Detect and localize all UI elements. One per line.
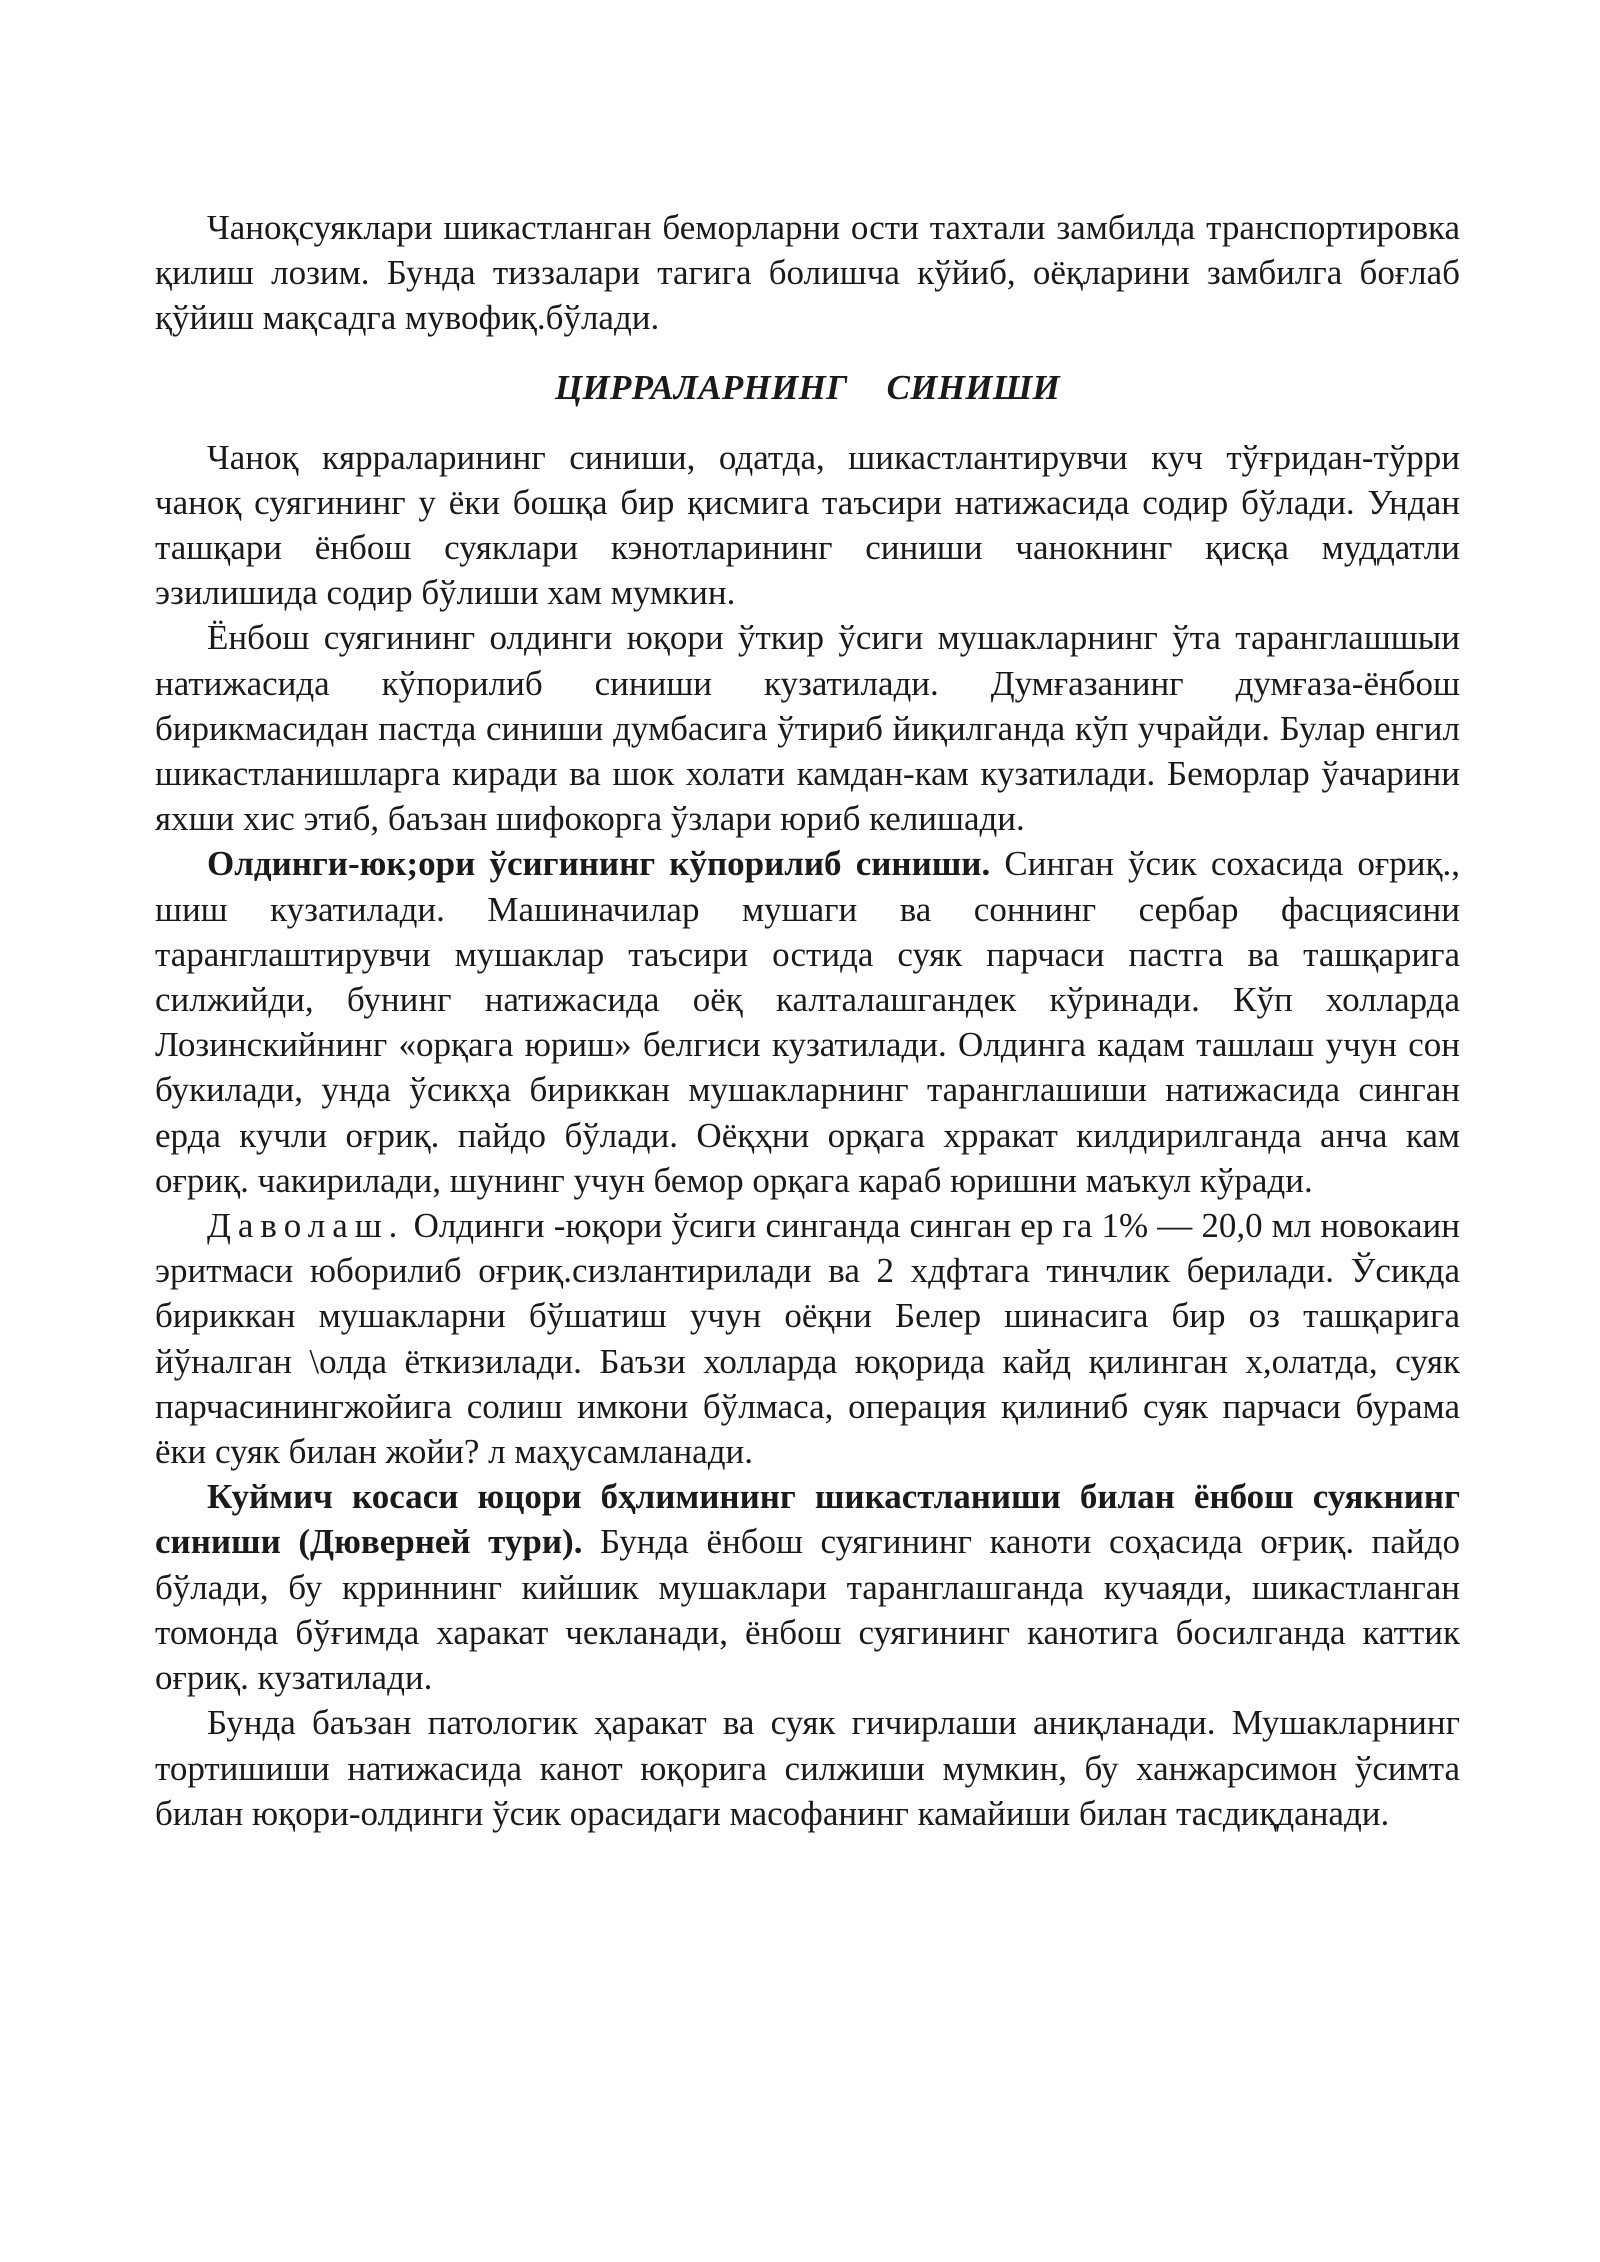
paragraph-2: Ёнбош суягининг олдинги юқори ўткир ўсиги мушакларнинг ўта таранглашшыи натижасида кўпорилиб синиши кузатилади. Думғазанинг думғаза-ёнбош бирикмасидан пастда синиши думбасига ўтириб йиқилганда кўп учрайди. Булар енгил шикастланишларга киради ва шок холати камдан-кам кузатилади. Беморлар ўачарини яхши хис этиб, баъзан шифокорга ўзлари юриб келишади. — [155, 618, 1460, 839]
paragraph-transport: Чаноқсуяклари шикастланган беморларни ости тахтали замбилда транспортировка қилиш лозим. Бунда тиззалари тагига болишча кўйиб, оёқларини замбилга боғлаб қўйиш мақсадга мувофиқ.бўлади. — [155, 208, 1460, 338]
paragraph-3-bold-lead: Олдинги-юк;ори ўсигининг кўпорилиб синиши. — [207, 844, 991, 884]
paragraph-5-bold-lead: Куймич косаси юцори бҳлимининг шикастланиши билан ёнбош суякнинг синиши (Дюверней тури). — [155, 1477, 1460, 1562]
paragraph-3 — [155, 841, 1460, 1203]
paragraph-1: Чаноқ кярраларининг синиши, одатда, шикастлантирувчи куч тўғридан-тўрри чаноқ суягининг у ёки бошқа бир қисмига таъсири натижасида содир бўлади. Ундан ташқари ёнбош суяклари кэнотларининг синиши чанокнинг қисқа муддатли эзилишида содир бўлиши хам мумкин. — [155, 437, 1460, 613]
section-heading: ЦИРРАЛАРНИНГ СИНИШИ — [554, 367, 1061, 407]
paragraph-6: Бунда баъзан патологик ҳаракат ва суяк гичирлаши аниқланади. Мушакларнинг тортишиши натижасида канот юқорига силжиши мумкин, бу ханжарсимон ўсимта билан юқори-олдинги ўсик орасидаги масофанинг камайиши билан тасдиқданади. — [155, 1703, 1460, 1833]
paragraph-4-spaced-lead: Даволаш. — [207, 1206, 405, 1246]
paragraph-5-text: Бунда ёнбош суягининг каноти соҳасида оғриқ. пайдо бўлади, бу крриннинг кийшик мушаклари таранглашганда кучаяди, шикастланган томонда бўғимда харакат чекланади, ёнбош суягининг канотига босилганда каттик оғриқ. кузатилади. — [155, 1522, 1460, 1698]
paragraph-4 — [155, 1203, 1460, 1474]
paragraph-4-text: Олдинги -юқори ўсиги синганда синган ер га 1% — 20,0 мл новокаин эритмаси юборилиб оғриқ.сизлантирилади ва 2 хдфтага тинчлик берилади. Ўсикда бириккан мушакларни бўшатиш учун оёқни Белер шинасига бир оз ташқарига йўналган \олда ёткизилади. Баъзи холларда юқорида кайд қилинган х,олатда, суяк парчасинингжойига солиш имкони бўлмаса, операция қилиниб суяк парчаси бурама ёки суяк билан жойи? л маҳусамланади. — [155, 1206, 1460, 1472]
document-page — [155, 205, 1460, 1836]
paragraph-3-text: Синган ўсик сохасида оғриқ., шиш кузатилади. Машиначилар мушаги ва соннинг сербар фасциясини таранглаштирувчи мушаклар таъсири остида суяк парчаси пастга ва ташқарига силжийди, бунинг натижасида оёқ калталашгандек кўринади. Кўп холларда Лозинскийнинг «орқага юриш» белгиси кузатилади. Олдинга кадам ташлаш учун сон букилади, унда ўсикҳа бириккан мушакларнинг таранглашиши натижасида синган ерда кучли оғриқ. пайдо бўлади. Оёқҳни орқага хрракат килдирилганда анча кам оғриқ. чакирилади, шунинг учун бемор орқага караб юришни маъкул кўради. — [155, 844, 1460, 1200]
paragraph-5 — [155, 1474, 1460, 1700]
